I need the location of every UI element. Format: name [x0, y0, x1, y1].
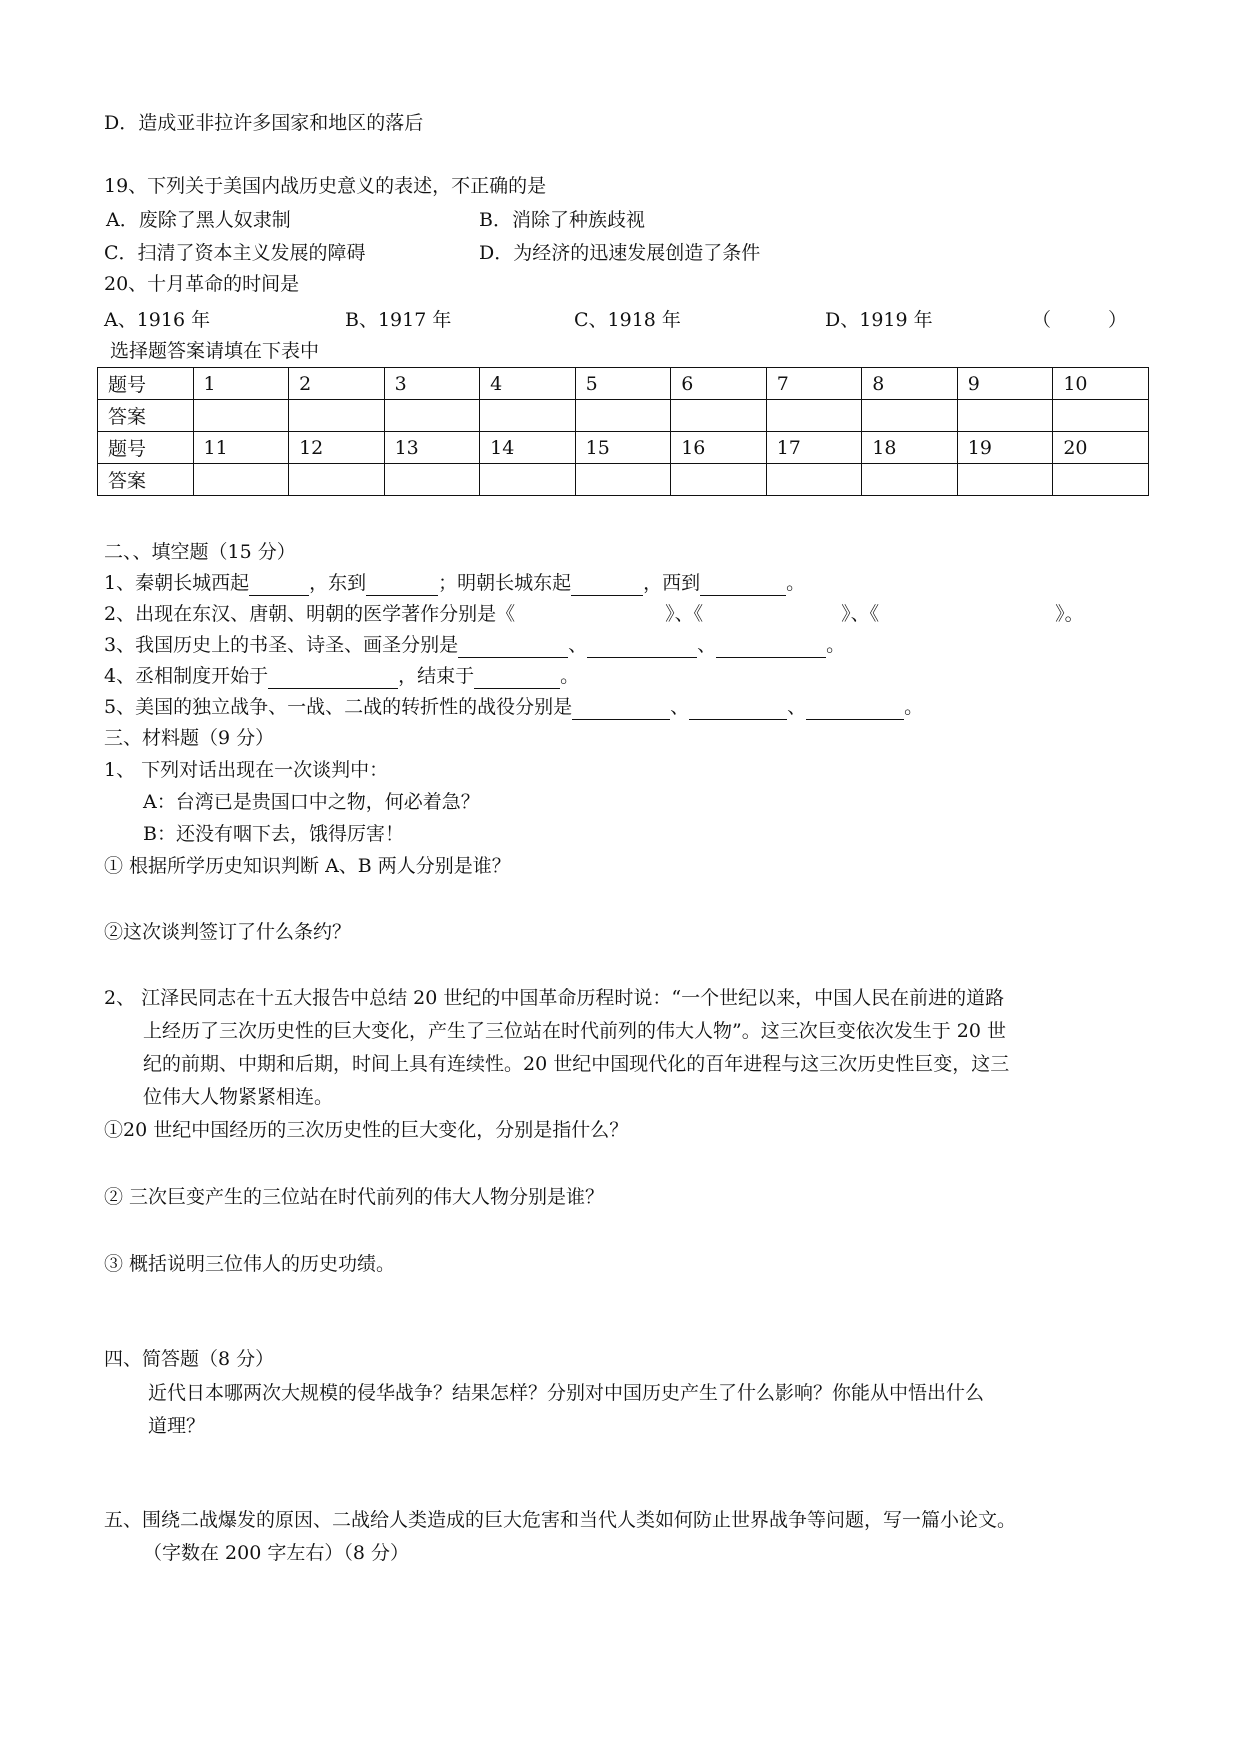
row-header-number: 题号 — [98, 368, 194, 400]
question-number-cell: 13 — [384, 432, 480, 464]
short-answer-heading: 四、简答题（8 分） — [104, 1348, 275, 1370]
question-number-cell: 3 — [384, 368, 480, 400]
answer-cell[interactable] — [384, 400, 480, 432]
answer-cell[interactable] — [862, 464, 958, 496]
blank-field[interactable] — [572, 699, 670, 720]
blank-field[interactable] — [366, 575, 438, 596]
fill-in-q5-text-2: 、 — [670, 696, 690, 718]
answer-cell[interactable] — [957, 464, 1053, 496]
material-q2-sub1: ①20 世纪中国经历的三次历史性的巨大变化，分别是指什么？ — [104, 1119, 629, 1141]
short-answer-line2: 道理？ — [148, 1415, 206, 1437]
answer-cell[interactable] — [671, 400, 767, 432]
answer-cell[interactable] — [193, 464, 289, 496]
blank-field[interactable] — [716, 637, 826, 658]
row-header-answer: 答案 — [98, 464, 194, 496]
fill-in-q1-text-2: ，东到 — [309, 572, 367, 594]
fill-in-q2-text-1: 2、出现在东汉、唐朝、明朝的医学著作分别是《 — [104, 603, 516, 625]
blank-field[interactable] — [474, 668, 560, 689]
fill-in-q5 — [104, 694, 923, 720]
answer-cell[interactable] — [575, 464, 671, 496]
answer-cell[interactable] — [1053, 400, 1149, 432]
blank-field[interactable] — [689, 699, 787, 720]
q20-option-a: A、1916 年 — [104, 309, 211, 331]
q19-option-d: D．为经济的迅速发展创造了条件 — [479, 242, 761, 264]
q19-option-b: B．消除了种族歧视 — [479, 209, 645, 231]
answer-cell[interactable] — [193, 400, 289, 432]
fill-in-q2 — [104, 601, 1084, 627]
question-number-cell: 11 — [193, 432, 289, 464]
essay-line2: （字数在 200 字左右）（8 分） — [143, 1542, 409, 1564]
q20-answer-bracket: （ ） — [1032, 309, 1128, 331]
table-row — [98, 432, 1149, 464]
fill-in-q4 — [104, 663, 579, 689]
material-q2-sub3: ③ 概括说明三位伟人的历史功绩。 — [104, 1253, 396, 1275]
q19-option-a: A．废除了黑人奴隶制 — [106, 209, 291, 231]
q20-question: 20、十月革命的时间是 — [104, 273, 300, 295]
question-number-cell: 18 — [862, 432, 958, 464]
question-number-cell: 5 — [575, 368, 671, 400]
q20-option-d: D、1919 年 — [825, 309, 933, 331]
fill-in-heading: 二、、填空题（15 分） — [104, 541, 296, 563]
answer-cell[interactable] — [766, 400, 862, 432]
material-q2-line4: 位伟大人物紧紧相连。 — [143, 1086, 334, 1108]
fill-in-q1-text-3: ；明朝长城东起 — [438, 572, 572, 594]
question-number-cell: 10 — [1053, 368, 1149, 400]
fill-in-q1 — [104, 570, 805, 596]
material-q1-intro: 1、 下列对话出现在一次谈判中： — [104, 759, 389, 781]
fill-in-q1-text-4: ，西到 — [643, 572, 701, 594]
answer-cell[interactable] — [289, 400, 385, 432]
essay-line1: 五、围绕二战爆发的原因、二战给人类造成的巨大危害和当代人类如何防止世界战争等问题，写一篇小论文。 — [104, 1509, 1017, 1531]
answer-cell[interactable] — [862, 400, 958, 432]
material-q2-line1: 2、 江泽民同志在十五大报告中总结 20 世纪的中国革命历程时说：“一个世纪以来，中国人民在前进的道路 — [104, 987, 1005, 1009]
q18-option-d: D．造成亚非拉许多国家和地区的落后 — [104, 112, 424, 134]
question-number-cell: 2 — [289, 368, 385, 400]
q19-question: 19、下列关于美国内战历史意义的表述，不正确的是 — [104, 175, 547, 197]
answer-cell[interactable] — [766, 464, 862, 496]
fill-in-q3 — [104, 632, 845, 658]
blank-field[interactable] — [268, 668, 398, 689]
question-number-cell: 14 — [480, 432, 576, 464]
answer-cell[interactable] — [671, 464, 767, 496]
answer-table — [97, 367, 1149, 496]
question-number-cell: 9 — [957, 368, 1053, 400]
question-number-cell: 1 — [193, 368, 289, 400]
blank-field[interactable] — [587, 637, 697, 658]
question-number-cell: 17 — [766, 432, 862, 464]
blank-field[interactable] — [571, 575, 643, 596]
fill-in-q4-text-2: ，结束于 — [398, 665, 475, 687]
question-number-cell: 19 — [957, 432, 1053, 464]
table-row — [98, 368, 1149, 400]
answer-cell[interactable] — [1053, 464, 1149, 496]
answer-cell[interactable] — [480, 464, 576, 496]
fill-in-q2-text-4: 》。 — [1055, 603, 1084, 625]
question-number-cell: 4 — [480, 368, 576, 400]
material-heading: 三、材料题（9 分） — [104, 727, 275, 749]
blank-field[interactable] — [806, 699, 904, 720]
question-number-cell: 6 — [671, 368, 767, 400]
fill-in-q2-text-2: 》、《 — [665, 603, 704, 625]
question-number-cell: 12 — [289, 432, 385, 464]
question-number-cell: 16 — [671, 432, 767, 464]
short-answer-line1: 近代日本哪两次大规模的侵华战争？结果怎样？分别对中国历史产生了什么影响？你能从中悟出什么 — [148, 1382, 985, 1404]
answer-cell[interactable] — [575, 400, 671, 432]
material-q1-line-b: B：还没有咽下去，饿得厉害！ — [143, 823, 404, 845]
fill-in-q1-text-5: 。 — [786, 572, 806, 594]
answer-cell[interactable] — [289, 464, 385, 496]
table-row — [98, 464, 1149, 496]
q20-option-c: C、1918 年 — [574, 309, 681, 331]
answer-cell[interactable] — [480, 400, 576, 432]
fill-in-q3-text-1: 3、我国历史上的书圣、诗圣、画圣分别是 — [104, 634, 459, 656]
fill-in-q1-text-1: 1、秦朝长城西起 — [104, 572, 250, 594]
fill-in-q4-text-1: 4、丞相制度开始于 — [104, 665, 269, 687]
row-header-answer: 答案 — [98, 400, 194, 432]
blank-field[interactable] — [249, 575, 309, 596]
q20-option-b: B、1917 年 — [345, 309, 452, 331]
fill-in-q2-text-3: 》、《 — [841, 603, 880, 625]
fill-in-q5-text-3: 、 — [787, 696, 807, 718]
question-number-cell: 7 — [766, 368, 862, 400]
answer-cell[interactable] — [957, 400, 1053, 432]
blank-field[interactable] — [700, 575, 786, 596]
answer-table-caption: 选择题答案请填在下表中 — [110, 340, 320, 362]
fill-in-q3-text-3: 、 — [697, 634, 717, 656]
fill-in-q4-text-3: 。 — [560, 665, 580, 687]
table-row — [98, 400, 1149, 432]
material-q1-sub1: ① 根据所学历史知识判断 A、B 两人分别是谁？ — [104, 855, 511, 877]
material-q2-sub2: ② 三次巨变产生的三位站在时代前列的伟大人物分别是谁？ — [104, 1186, 605, 1208]
fill-in-q5-text-1: 5、美国的独立战争、一战、二战的转折性的战役分别是 — [104, 696, 573, 718]
material-q1-line-a: A：台湾已是贵国口中之物，何必着急？ — [143, 791, 480, 813]
fill-in-q5-text-4: 。 — [904, 696, 924, 718]
question-number-cell: 8 — [862, 368, 958, 400]
fill-in-q3-text-2: 、 — [568, 634, 588, 656]
q19-option-c: C．扫清了资本主义发展的障碍 — [104, 242, 366, 264]
answer-cell[interactable] — [384, 464, 480, 496]
material-q2-line3: 纪的前期、中期和后期，时间上具有连续性。20 世纪中国现代化的百年进程与这三次历史性巨变，这三 — [143, 1053, 1010, 1075]
blank-field[interactable] — [458, 637, 568, 658]
question-number-cell: 15 — [575, 432, 671, 464]
row-header-number: 题号 — [98, 432, 194, 464]
fill-in-q3-text-4: 。 — [826, 634, 846, 656]
question-number-cell: 20 — [1053, 432, 1149, 464]
material-q1-sub2: ②这次谈判签订了什么条约？ — [104, 921, 352, 943]
material-q2-line2: 上经历了三次历史性的巨大变化，产生了三位站在时代前列的伟大人物”。这三次巨变依次发生于 20 世 — [143, 1020, 1006, 1042]
